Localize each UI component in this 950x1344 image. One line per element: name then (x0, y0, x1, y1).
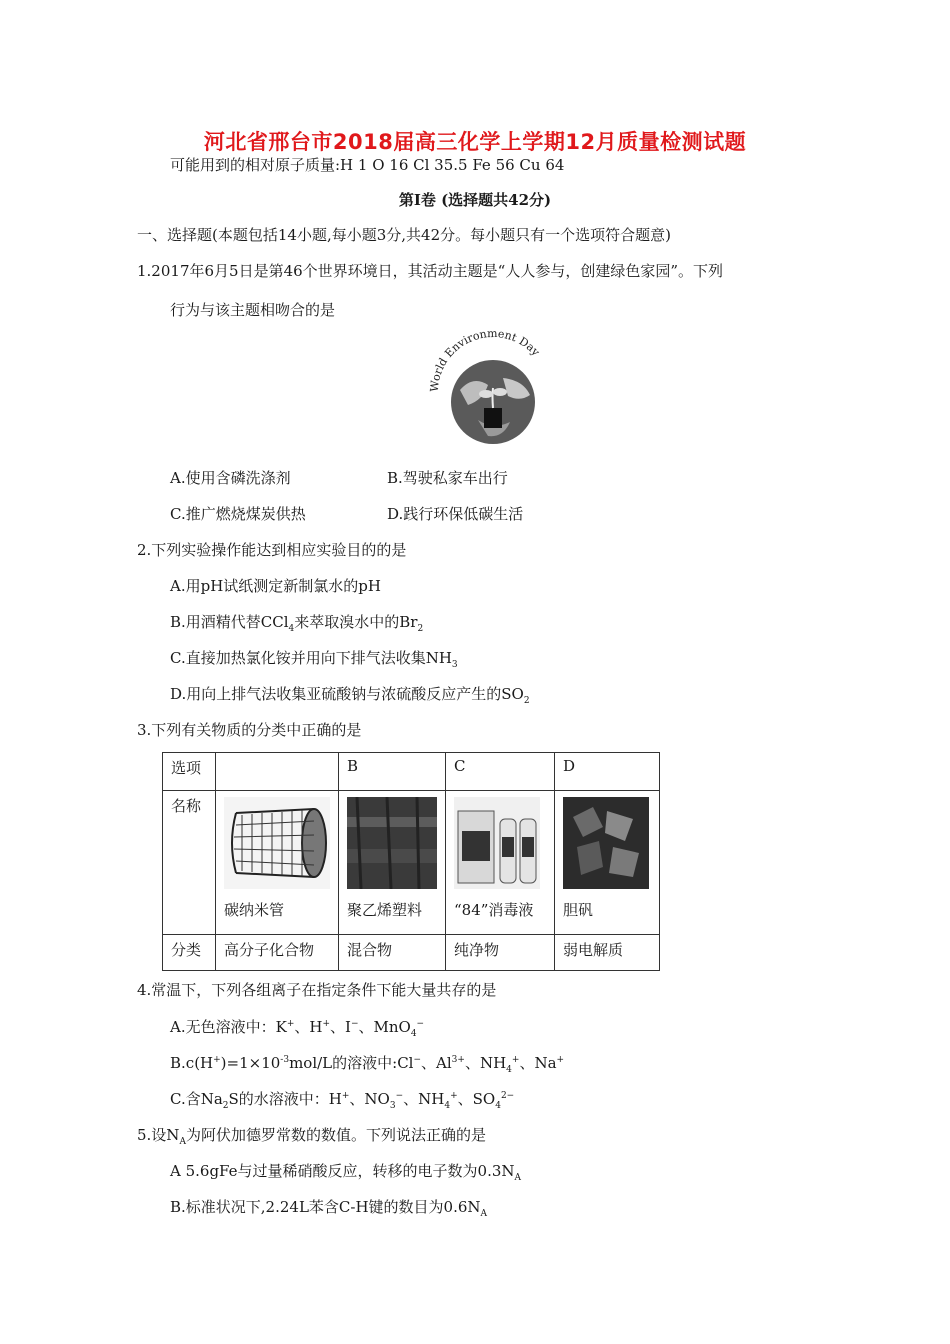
carbon-nanotube-image (224, 797, 330, 889)
name-carbon-nanotube: 碳纳米管 (224, 901, 285, 919)
q1-option-c: C.推广燃烧煤炭供热 (170, 505, 306, 523)
q2-stem: 2.下列实验操作能达到相应实验目的的是 (137, 541, 407, 559)
table-cell: D (555, 753, 660, 791)
q2-option-c: C.直接加热氯化铵并用向下排气法收集$NH_3$ (170, 649, 458, 670)
q1-option-a: A.使用含磷洗涤剂 (170, 469, 291, 487)
q4-option-a: A.无色溶液中：K+、H+、I−、MnO$_4$− (170, 1018, 425, 1039)
q3-stem: 3.下列有关物质的分类中正确的是 (137, 721, 362, 739)
q1-stem-line1: 1.2017年6月5日是第46个世界环境日，其活动主题是“人人参与，创建绿色家园”。下列 (137, 262, 723, 280)
table-cell: 分类 (163, 935, 216, 971)
atomic-masses: 可能用到的相对原子质量:H 1 O 16 Cl 35.5 Fe 56 Cu 64 (170, 156, 565, 174)
table-cell: 纯净物 (446, 935, 555, 971)
logo-text: World Environment Day (428, 330, 543, 393)
table-cell: 高分子化合物 (216, 935, 339, 971)
table-cell (555, 791, 660, 935)
q4-stem: 4.常温下，下列各组离子在指定条件下能大量共存的是 (137, 981, 497, 999)
table-cell: B (339, 753, 446, 791)
q4-option-c: C.含$Na_2S$的水溶液中：H+、$NO_3^-$、$NH_4^+$、$SO_4^{2-}$ (170, 1090, 515, 1111)
polyethylene-plastic-image (347, 797, 437, 889)
q1-option-b: B.驾驶私家车出行 (387, 469, 508, 487)
table-cell (339, 791, 446, 935)
q2-option-b: B.用酒精代替CCl$_4$来萃取溴水中的$Br_2$ (170, 613, 424, 634)
table-cell: C (446, 753, 555, 791)
blue-vitriol-image (563, 797, 649, 889)
disinfectant-bottles-image (454, 797, 540, 889)
q1-stem-line2: 行为与该主题相吻合的是 (170, 301, 336, 319)
name-polyethylene: 聚乙烯塑料 (347, 901, 423, 919)
table-cell (216, 791, 339, 935)
q1-option-d: D.践行环保低碳生活 (387, 505, 524, 523)
classification-table (162, 752, 660, 971)
table-cell: 弱电解质 (555, 935, 660, 971)
q2-option-d: D.用向上排气法收集亚硫酸钠与浓硫酸反应产生的$SO_2$ (170, 685, 530, 706)
name-84-disinfectant: “84”消毒液 (454, 901, 534, 919)
table-cell: 混合物 (339, 935, 446, 971)
table-cell: 选项 (163, 753, 216, 791)
q2-option-a: A.用pH试纸测定新制氯水的pH (170, 577, 381, 595)
table-cell (216, 753, 339, 791)
q5-option-b: B.标准状况下,2.24L苯含C-H键的数目为$0.6N_A$ (170, 1198, 488, 1219)
table-cell: 名称 (163, 791, 216, 935)
q5-stem: 5.设$N_A$为阿伏加德罗常数的数值。下列说法正确的是 (137, 1126, 486, 1147)
table-cell (446, 791, 555, 935)
instructions: 一、选择题(本题包括14小题,每小题3分,共42分。每小题只有一个选项符合题意) (137, 226, 671, 244)
section-header: 第Ⅰ卷 (选择题共42分) (398, 191, 552, 209)
q5-option-a: A 5.6gFe与过量稀硝酸反应，转移的电子数为$0.3N_A$ (170, 1162, 522, 1183)
name-blue-vitriol: 胆矾 (563, 901, 594, 919)
page-title: 河北省邢台市2018届高三化学上学期12月质量检测试题 (203, 130, 747, 154)
world-environment-day-logo (428, 330, 558, 450)
q4-option-b: $B.c(H^+)=1\times 10^{-3}mol/L$的溶液中:Cl−、$Al^{3+}$、$NH_4^+$、Na+ (170, 1054, 565, 1075)
